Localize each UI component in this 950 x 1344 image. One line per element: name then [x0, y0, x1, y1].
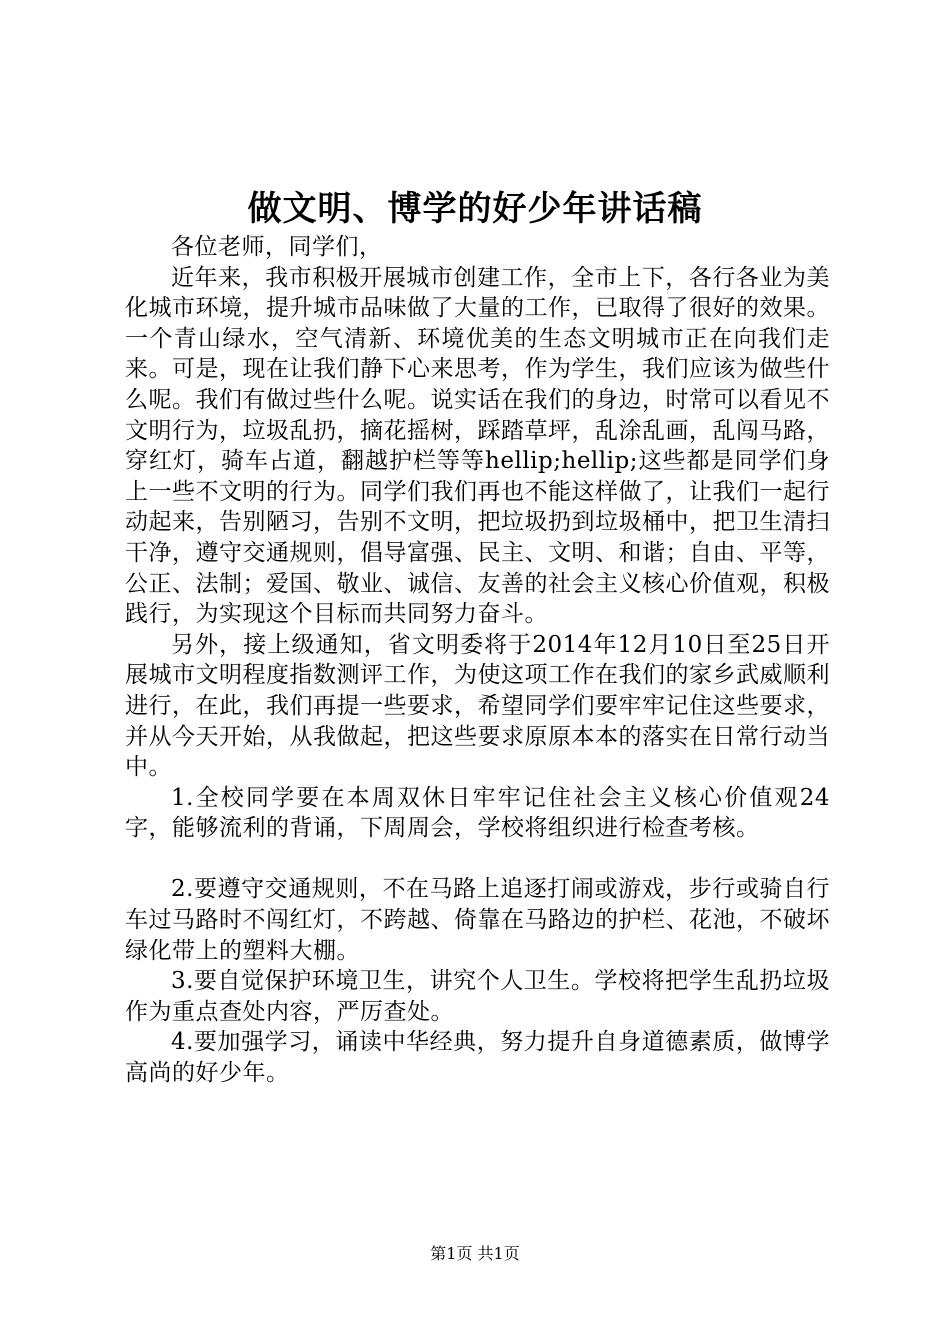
list-item-4: 4.要加强学习，诵读中华经典，努力提升自身道德素质，做博学高尚的好少年。 — [125, 1029, 830, 1087]
document-body — [125, 232, 830, 1089]
list-item-2: 2.要遵守交通规则，不在马路上追逐打闹或游戏，步行或骑自行车过马路时不闯红灯，不跨越、倚靠在马路边的护栏、花池，不破坏绿化带上的塑料大棚。 — [125, 876, 830, 964]
list-item-1: 1.全校同学要在本周双休日牢牢记住社会主义核心价值观24字，能够流利的背诵，下周周会，学校将组织进行检查考核。 — [125, 784, 830, 842]
paragraph-notice: 另外，接上级通知，省文明委将于2014年12月10日至25日开展城市文明程度指数测评工作，为使这项工作在我们的家乡武威顺利进行，在此，我们再提一些要求，希望同学们要牢牢记住这些要求，并从今天开始，从我做起，把这些要求原原本本的落实在日常行动当中。 — [125, 631, 830, 781]
list-item-3: 3.要自觉保护环境卫生，讲究个人卫生。学校将把学生乱扔垃圾作为重点查处内容，严厉查处。 — [125, 968, 830, 1025]
paragraph-intro: 近年来，我市积极开展城市创建工作，全市上下，各行各业为美化城市环境，提升城市品味做了大量的工作，已取得了很好的效果。一个青山绿水，空气清新、环境优美的生态文明城市正在向我们走来。可是，现在让我们静下心来思考，作为学生，我们应该为做些什么呢。我们有做过些什么呢。说实话在我们的身边，时常可以看见不文明行为，垃圾乱扔，摘花摇树，踩踏草坪，乱涂乱画，乱闯马路，穿红灯，骑车占道，翻越护栏等等hellip;hellip;这些都是同学们身上一些不文明的行为。同学们我们再也不能这样做了，让我们一起行动起来，告别陋习，告别不文明，把垃圾扔到垃圾桶中，把卫生清扫干净，遵守交通规则，倡导富强、民主、文明、和谐；自由、平等，公正、法制；爱国、敬业、诚信、友善的社会主义核心价值观，积极践行，为实现这个目标而共同努力奋斗。 — [125, 264, 830, 628]
page-number: 第1页 共1页 — [430, 1244, 520, 1263]
salutation: 各位老师，同学们， — [171, 234, 383, 260]
document-title: 做文明、博学的好少年讲话稿 — [247, 189, 703, 229]
